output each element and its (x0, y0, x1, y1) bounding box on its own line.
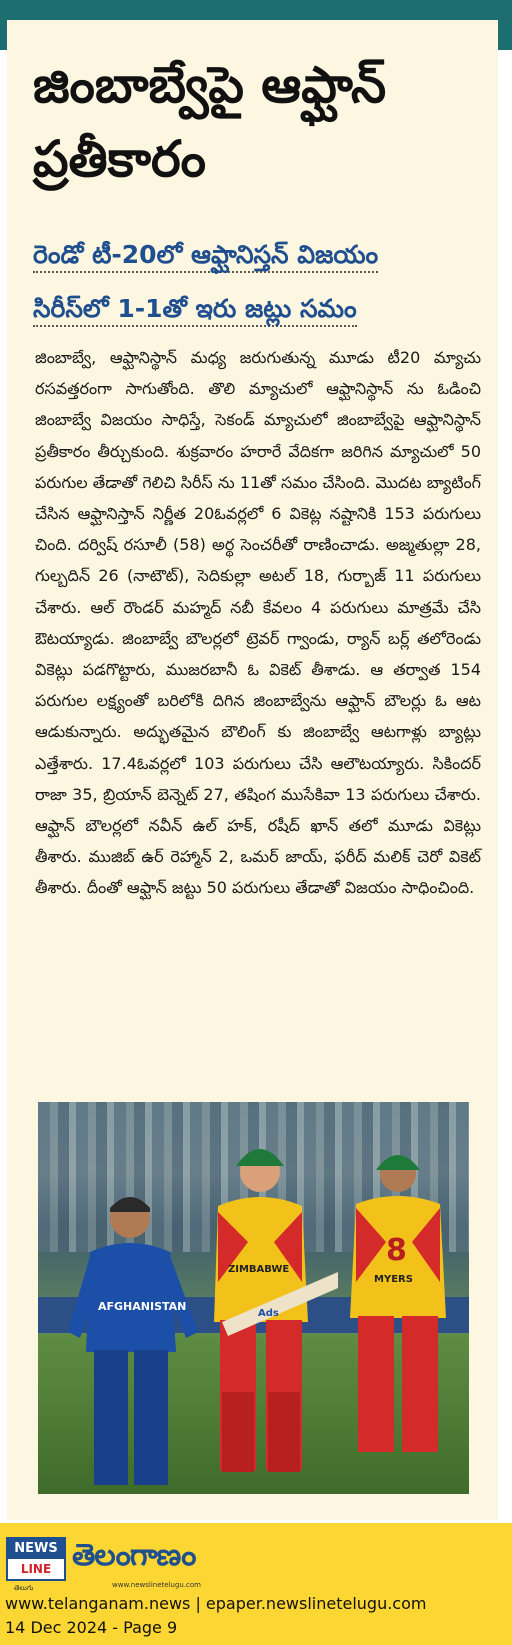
bat-sticker-label: Ads (258, 1308, 279, 1319)
page-footer (0, 1523, 512, 1645)
newsline-logo-top: NEWS (8, 1539, 64, 1559)
newsline-logo (6, 1537, 66, 1581)
footer-date-page: 14 Dec 2024 - Page 9 (5, 1618, 178, 1637)
newsline-logo-tag: తెలుగు (14, 1584, 34, 1592)
newsline-url: www.newslinetelugu.com (112, 1581, 201, 1589)
telanganam-logo: తెలంగాణం (72, 1538, 196, 1573)
zimbabwe-runner-figure (328, 1142, 468, 1462)
subhead-2-text: సిరీస్‌లో 1-1తో ఇరు జట్లు సమం (33, 294, 357, 327)
article-photo (38, 1102, 469, 1494)
article-body: జింబాబ్వే, ఆఫ్ఘానిస్థాన్ మధ్య జరుగుతున్న మూడు టీ20 మ్యాచు రసవత్తరంగా సాగుతోంది. తొలి మ్యాచులో ఆఫ్ఘానిస్థాన్ ను ఓడించి జింబాబ్వే విజయం సాధిస్తే, సెకండ్ మ్యాచులో జింబాబ్వేపై ఆఫ్ఘానిస్థాన్ ప్రతీకారం తీర్చుకుంది. శుక్రవారం హరారే వేదికగా జరిగిన మ్యాచులో 50 పరుగుల తేడాతో గెలిచి సిరీస్ ను 11తో సమం చేసింది. మొదట బ్యాటింగ్ చేసిన ఆఫ్ఘానిస్తాన్ నిర్ణీత 20ఓవర్లలో 6 వికెట్ల నష్టానికి 153 పరుగులు చింది. దర్విష్ రసూలీ (58) అర్థ సెంచరీతో రాణించాడు. అజ్మతుల్లా 28, గుల్బదిన్ 26 (నాటౌట్), సెదికుల్లా అటల్ 18, గుర్బాజ్ 11 పరుగులు చేశారు. ఆల్ రౌండర్ మహ్మద్ నబీ కేవలం 4 పరుగులు మాత్రమే చేసి ఔటయ్యాడు. జింబాబ్వే బౌలర్లలో ట్రెవర్ గ్వాండు, ర్యాన్ బర్ల్ తలోరెండు వికెట్లు పడగొట్టారు, ముజరబానీ ఓ వికెట్ తీశాడు. ఆ తర్వాత 154 పరుగుల లక్ష్యంతో బరిలోకి దిగిన జింబాబ్వేను ఆఫ్ఘాన్ బౌలర్లు ఓ ఆట ఆడుకున్నారు. అద్భుతమైన బౌలింగ్ కు జింబాబ్వే ఆటగాళ్లు బ్యాట్లు ఎత్తేశారు. 17.4ఓవర్లలో 103 పరుగులు చేసి ఆలౌటయ్యారు. సికిందర్ రాజా 35, బ్రియాన్ బెన్నెట్ 27, తషింగ ముసేకివా 13 పరుగులు చేశారు. ఆఫ్ఘాన్ బౌలర్లలో నవీన్ ఉల్ హక్, రషీద్ ఖాన్ తలో మూడు వికెట్లు తీశారు. ముజిబ్ ఉర్ రెహ్మాన్ 2, ఒమర్ జాయ్, ఫరీద్ మలిక్ చెరో వికెట్ తీశారు. దీంతో ఆఫ్ఘాన్ జట్టు 50 పరుగులు తేడాతో విజయం సాధించింది. (35, 348, 481, 898)
article-subhead-2 (33, 290, 473, 328)
zimbabwe-batter-figure (188, 1132, 338, 1494)
zimbabwe-jersey-label: ZIMBABWE (228, 1264, 290, 1275)
afghan-jersey-label: AFGHANISTAN (98, 1300, 187, 1313)
article-headline: జింబాబ్వేపై ఆఫ్ఘాన్ ప్రతీకారం (33, 56, 387, 188)
runner-jersey-name: MYERS (374, 1274, 413, 1285)
footer-urls: www.telanganam.news | epaper.newslinetelugu.com (5, 1594, 427, 1613)
subhead-1-text: రెండో టీ-20లో ఆఫ్ఘానిస్తన్ విజయం (33, 240, 378, 273)
newsline-logo-bottom: LINE (20, 1562, 52, 1576)
article-subhead-1 (33, 236, 473, 274)
afghan-player-figure (58, 1182, 208, 1494)
runner-jersey-number: 8 (386, 1233, 407, 1268)
